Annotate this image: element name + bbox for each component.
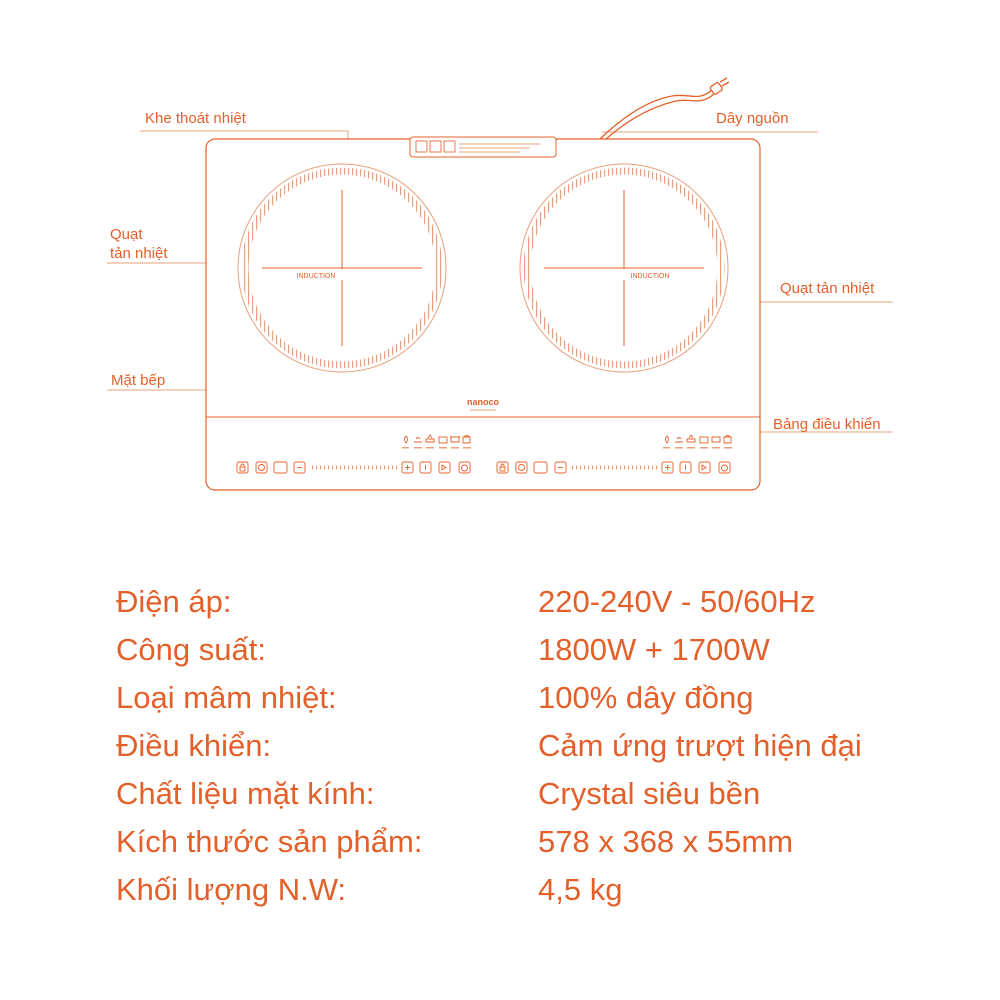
boost-icon [699, 462, 710, 473]
spec-value: 220-240V - 50/60Hz [538, 584, 816, 619]
cooktop-body [206, 139, 760, 490]
callout-fan-left-line2: tản nhiệt [110, 245, 168, 262]
callout-fan-right: Quạt tản nhiệt [780, 280, 875, 297]
spec-label: Kích thước sản phẩm: [116, 824, 423, 859]
callout-cooktop-surface: Mặt bếp [111, 372, 166, 389]
spec-row-power [116, 626, 916, 674]
spec-value: Crystal siêu bền [538, 776, 761, 811]
spec-row-heating-plate [116, 674, 916, 722]
callout-fan-left-line1: Quạt [110, 226, 143, 243]
spec-value: Cảm ứng trượt hiện đại [538, 728, 862, 763]
spec-row-weight [116, 866, 916, 914]
function-icon [534, 462, 547, 473]
spec-label: Chất liệu mặt kính: [116, 776, 375, 811]
power-cord [600, 78, 729, 139]
callout-power-cord: Dây nguồn [716, 110, 789, 127]
callout-control-panel: Bảng điều khiển [773, 416, 881, 433]
spec-label: Khối lượng N.W: [116, 872, 347, 907]
slider-left [310, 466, 398, 470]
zone-label-right: INDUCTION [630, 273, 670, 280]
spec-row-control [116, 722, 916, 770]
callout-heat-vent: Khe thoát nhiệt [145, 110, 246, 127]
spec-label: Công suất: [116, 632, 266, 667]
spec-row-voltage [116, 578, 916, 626]
spec-row-dimensions [116, 818, 916, 866]
slider-right [571, 466, 659, 470]
timer-icon [516, 462, 527, 473]
spec-value: 100% dây đồng [538, 680, 754, 715]
spec-row-glass [116, 770, 916, 818]
spec-value: 4,5 kg [538, 872, 623, 907]
warning-label [410, 137, 556, 157]
spec-label: Loại mâm nhiệt: [116, 680, 337, 715]
boost-icon [439, 462, 450, 473]
zone-label-left: INDUCTION [296, 273, 336, 280]
spec-label: Điện áp: [116, 584, 232, 619]
spec-table [116, 578, 916, 914]
function-icon [274, 462, 287, 473]
spec-value: 578 x 368 x 55mm [538, 824, 794, 859]
brand-logo: nanoco [466, 397, 500, 407]
spec-label: Điều khiển: [116, 728, 272, 763]
spec-value: 1800W + 1700W [538, 632, 770, 667]
timer-icon [256, 462, 267, 473]
